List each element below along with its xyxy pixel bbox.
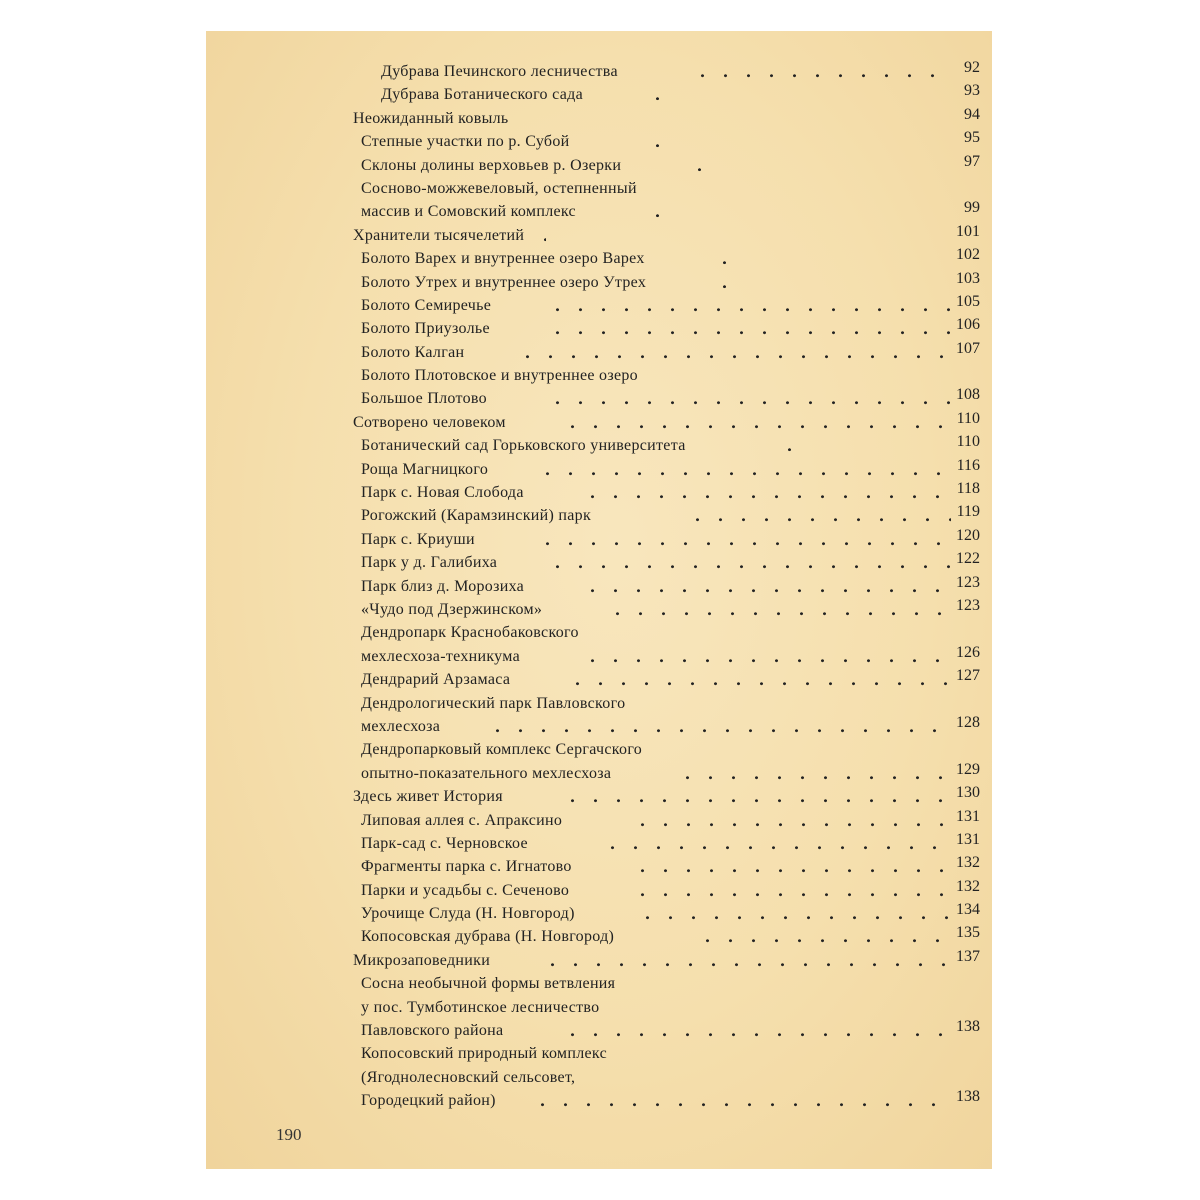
toc-entry [206, 154, 992, 177]
dot-leader [631, 855, 951, 878]
toc-entry-title: Здесь живет История [353, 788, 503, 806]
toc-entry-title: Болото Семиречье [361, 296, 492, 314]
toc-entry-title: Болото Утрех и внутреннее озеро Утрех [361, 273, 647, 291]
dot-leader [536, 458, 951, 481]
toc-entry [206, 621, 992, 644]
toc-entry [206, 972, 992, 995]
toc-entry [206, 902, 992, 925]
toc-entry-page: 116 [956, 456, 980, 474]
dot-leader [676, 762, 951, 785]
toc-section-heading [206, 107, 992, 130]
toc-entry [206, 598, 992, 621]
toc-entry-title: Липовая аллея с. Апраксино [361, 811, 563, 829]
toc-entry-page: 94 [964, 105, 980, 123]
toc-entry [206, 364, 992, 387]
dot-leader [601, 832, 951, 855]
toc-entry [206, 1042, 992, 1065]
toc-entry-page: 106 [956, 316, 980, 334]
toc-entry-title: Роща Магницкого [361, 460, 489, 478]
toc-entry-title: Урочище Слуда (Н. Новгород) [361, 905, 575, 923]
toc-entry-title: Фрагменты парка с. Игнатово [361, 858, 572, 876]
toc-entry-page: 128 [956, 713, 980, 731]
toc-entry [206, 832, 992, 855]
dot-leader [713, 271, 726, 294]
toc-entry [206, 504, 992, 527]
toc-entry [206, 668, 992, 691]
dot-leader [606, 598, 951, 621]
toc-entry [206, 1019, 992, 1042]
toc-entry-title: мехлесхоза [361, 717, 441, 735]
book-page [206, 31, 992, 1169]
toc-entry-page: 92 [964, 59, 980, 76]
toc-entry-title: Копосовский природный комплекс [361, 1045, 607, 1063]
toc-entry-title: мехлесхоза-техникума [361, 647, 520, 665]
toc-entry-page: 130 [956, 784, 980, 802]
toc-entry-page: 131 [956, 807, 980, 825]
toc-entry-title: Копосовская дубрава (Н. Новгород) [361, 928, 615, 946]
toc-entry [206, 996, 992, 1019]
toc-entry [206, 434, 992, 457]
toc-entry-page: 120 [956, 526, 980, 544]
toc-entry [206, 247, 992, 270]
toc-entry-title: у пос. Тумботинское лесничество [361, 998, 600, 1016]
toc-entry-title: Парк близ д. Морозиха [361, 577, 525, 595]
toc-entry-page: 105 [956, 292, 980, 310]
toc-entry [206, 528, 992, 551]
toc-entry-page: 132 [956, 877, 980, 895]
toc-entry [206, 271, 992, 294]
toc-entry-page: 110 [956, 409, 980, 427]
toc-entry-title: Павловского района [361, 1022, 504, 1040]
toc-entry-title: Дендрарий Арзамаса [361, 671, 511, 689]
toc-entry [206, 855, 992, 878]
toc-entry-page: 103 [956, 269, 980, 287]
toc-entry-page: 99 [964, 199, 980, 217]
toc-entry [206, 809, 992, 832]
toc-entry-title: Сотворено человеком [353, 413, 506, 431]
toc-entry-title: Сосново-можжевеловый, остепненный [361, 179, 637, 197]
toc-entry [206, 341, 992, 364]
dot-leader [631, 809, 951, 832]
toc-entry-page: 127 [956, 667, 980, 685]
toc-entry-title: массив и Сомовский комплекс [361, 203, 576, 221]
toc-entry [206, 925, 992, 948]
dot-leader [713, 247, 726, 270]
dot-leader [696, 925, 951, 948]
toc-entry-title: Болото Варех и внутреннее озеро Варех [361, 250, 645, 268]
dot-leader [534, 224, 546, 247]
toc-entry-page: 93 [964, 82, 980, 100]
dot-leader [631, 879, 951, 902]
toc-entry-title: Хранители тысячелетий [353, 226, 525, 244]
toc-entry-page: 126 [956, 643, 980, 661]
toc-entry-title: Болото Плотовское и внутреннее озеро [361, 367, 638, 385]
toc-entry-title: Большое Плотово [361, 390, 487, 408]
toc-entry-title: Городецкий район) [361, 1092, 496, 1110]
toc-entry-title: Дубрава Ботанического сада [381, 86, 583, 104]
toc-entry [206, 481, 992, 504]
toc-entry [206, 1066, 992, 1089]
dot-leader [581, 481, 951, 504]
toc-entry-page: 119 [956, 503, 980, 521]
toc-entry-page: 97 [964, 152, 980, 170]
dot-leader [646, 83, 661, 106]
toc-entry [206, 177, 992, 200]
dot-leader [486, 715, 951, 738]
dot-leader [561, 1019, 951, 1042]
toc-entry-page: 132 [956, 854, 980, 872]
toc-entry-title: Микрозаповедники [353, 951, 491, 969]
toc-entry-page: 138 [956, 1018, 980, 1036]
toc-entry-title: Дендропарк Краснобаковского [361, 624, 579, 642]
dot-leader [536, 528, 951, 551]
toc-entry-title: Степные участки по р. Субой [361, 133, 570, 151]
dot-leader [546, 317, 951, 340]
dot-leader [541, 949, 951, 972]
toc-entry-title: Дубрава Печинского лесничества [381, 63, 618, 80]
toc-entry-page: 122 [956, 550, 980, 568]
toc-entry-title: Дендрологический парк Павловского [361, 694, 626, 712]
dot-leader [531, 1089, 951, 1112]
toc-entry [206, 294, 992, 317]
toc-entry-title: Парки и усадьбы с. Сеченово [361, 881, 570, 899]
toc-section-heading [206, 411, 992, 434]
toc-entry [206, 738, 992, 761]
dot-leader [636, 902, 951, 925]
dot-leader [778, 434, 791, 457]
dot-leader [581, 645, 951, 668]
dot-leader [646, 130, 661, 153]
toc-section-heading [206, 949, 992, 972]
toc-entry [206, 60, 992, 83]
toc-entry [206, 692, 992, 715]
toc-entry-title: Ботанический сад Горьковского университета [361, 437, 686, 455]
toc-entry [206, 130, 992, 153]
toc-entry-title: Дендропарковый комплекс Сергачского [361, 741, 643, 759]
toc-entry [206, 575, 992, 598]
toc-entry-page: 134 [956, 901, 980, 919]
toc-entry-page: 129 [956, 760, 980, 778]
toc-entry-page: 102 [956, 246, 980, 264]
toc-entry [206, 83, 992, 106]
toc-entry-page: 108 [956, 386, 980, 404]
toc-entry [206, 879, 992, 902]
toc-entry [206, 645, 992, 668]
toc-entry [206, 387, 992, 410]
dot-leader [686, 504, 951, 527]
toc-entry-page: 131 [956, 830, 980, 848]
toc-section-heading [206, 785, 992, 808]
dot-leader [516, 341, 951, 364]
toc-entry-title: Болото Калган [361, 343, 465, 361]
toc-entry-page: 118 [956, 480, 980, 498]
toc-entry-title: Парк с. Криуши [361, 530, 475, 548]
toc-entry-page: 101 [956, 222, 980, 240]
toc-entry [206, 458, 992, 481]
toc-entry-title: Парк у д. Галибиха [361, 554, 498, 572]
dot-leader [566, 668, 951, 691]
toc-section-heading [206, 224, 992, 247]
dot-leader [561, 785, 951, 808]
toc-entry-page: 123 [956, 573, 980, 591]
dot-leader [546, 551, 951, 574]
toc-entry-title: Сосна необычной формы ветвления [361, 975, 616, 993]
toc-entry [206, 715, 992, 738]
table-of-contents [206, 60, 992, 1113]
toc-entry-title: Парк-сад с. Черновское [361, 834, 528, 852]
toc-entry [206, 1089, 992, 1112]
dot-leader [546, 387, 951, 410]
dot-leader [546, 294, 951, 317]
toc-entry-title: Склоны долины верховьев р. Озерки [361, 156, 622, 174]
toc-entry-page: 137 [956, 947, 980, 965]
toc-entry [206, 762, 992, 785]
toc-entry [206, 317, 992, 340]
toc-entry-page: 95 [964, 129, 980, 147]
dot-leader [581, 575, 951, 598]
toc-entry-page: 107 [956, 339, 980, 357]
toc-entry-title: (Ягоднолесновский сельсовет, [361, 1068, 576, 1086]
toc-entry-title: Болото Приузолье [361, 320, 490, 338]
page-number: 190 [276, 1125, 302, 1144]
dot-leader [688, 154, 701, 177]
toc-entry-title: «Чудо под Дзержинском» [361, 600, 543, 618]
toc-entry-page: 135 [956, 924, 980, 942]
dot-leader [646, 200, 661, 223]
toc-entry-title: Рогожский (Карамзинский) парк [361, 507, 592, 525]
dot-leader [561, 411, 951, 434]
toc-entry-page: 123 [956, 596, 980, 614]
toc-entry [206, 200, 992, 223]
toc-entry-title: Неожиданный ковыль [353, 109, 509, 127]
toc-entry-title: опытно-показательного мехлесхоза [361, 764, 612, 782]
dot-leader [691, 60, 951, 83]
toc-entry-page: 110 [956, 433, 980, 451]
toc-entry-title: Парк с. Новая Слобода [361, 484, 524, 502]
toc-entry-page: 138 [956, 1088, 980, 1106]
toc-entry [206, 551, 992, 574]
